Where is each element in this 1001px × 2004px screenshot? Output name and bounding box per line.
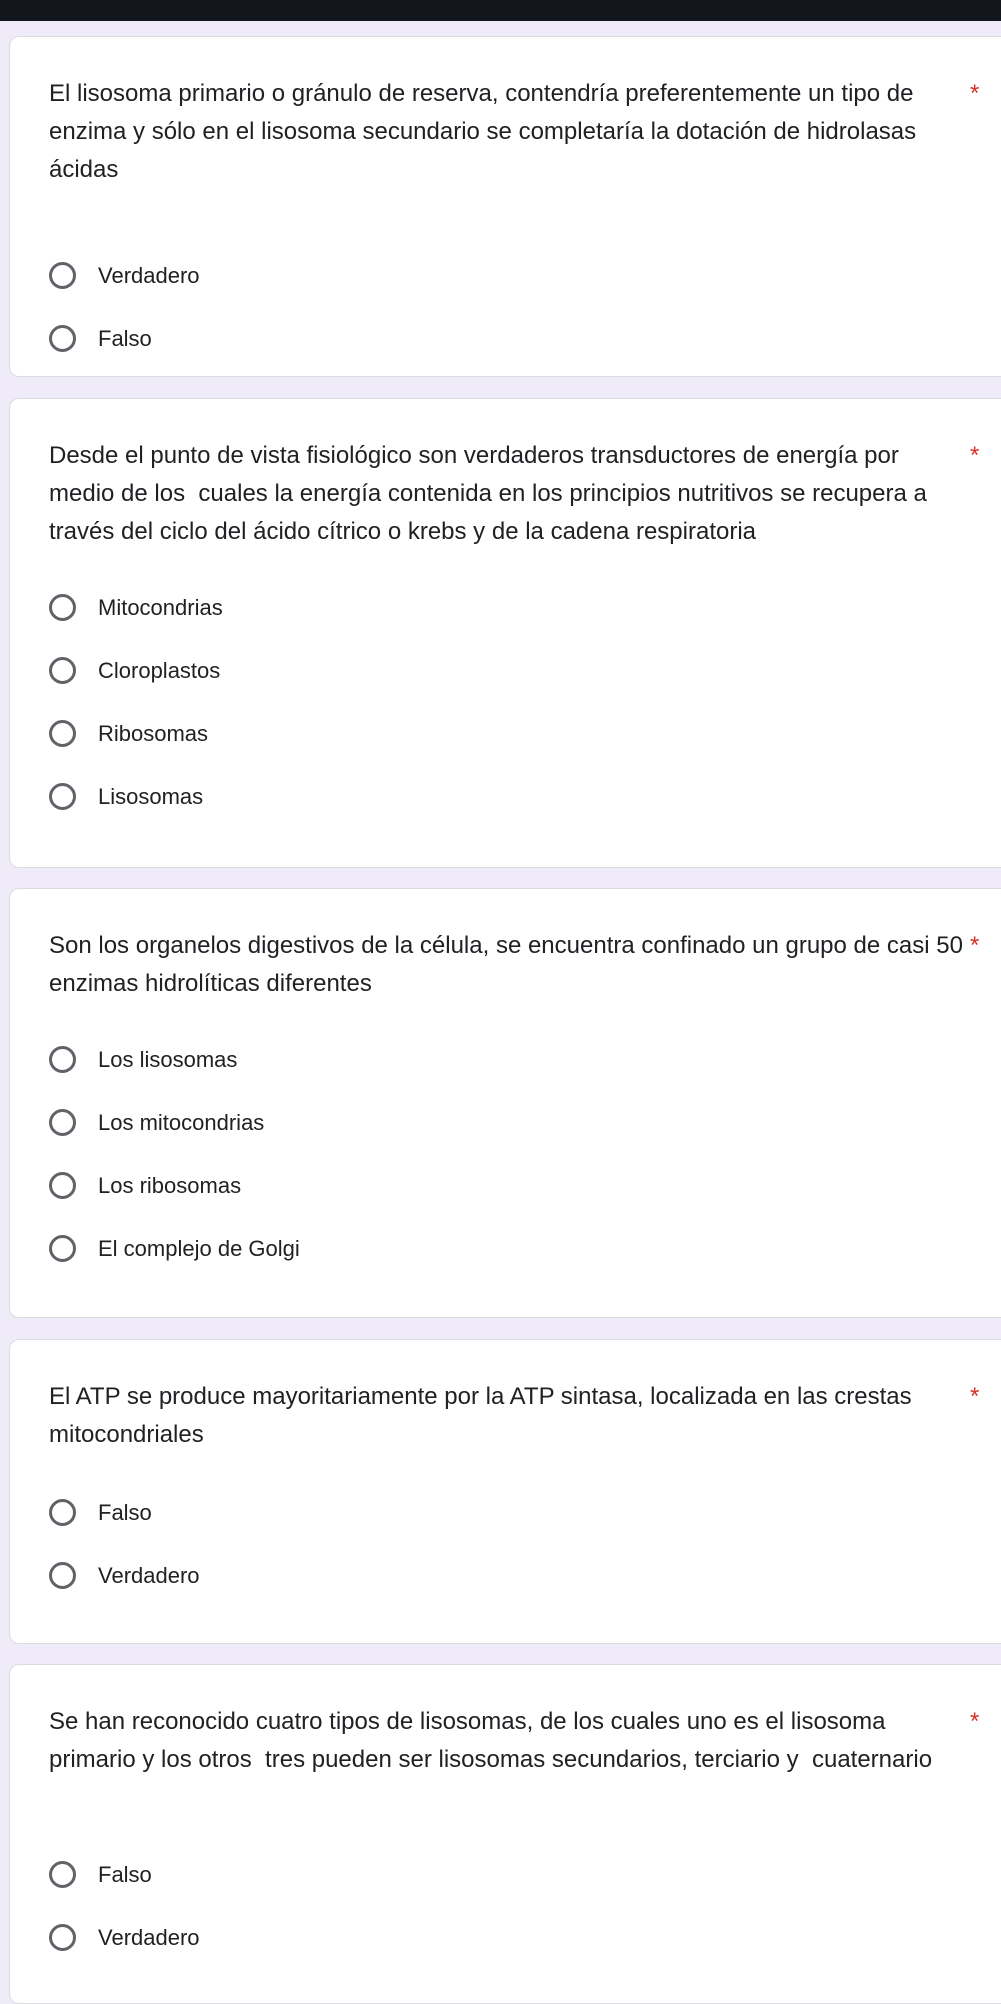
radio-option[interactable] <box>49 244 200 307</box>
radio-option[interactable] <box>49 1091 300 1154</box>
radio-circle-icon[interactable] <box>49 262 76 289</box>
radio-option[interactable] <box>49 702 223 765</box>
required-asterisk: * <box>970 442 980 469</box>
radio-option[interactable] <box>49 1481 200 1544</box>
radio-option[interactable] <box>49 1154 300 1217</box>
radio-circle-icon[interactable] <box>49 1861 76 1888</box>
option-label: Los ribosomas <box>98 1172 242 1198</box>
option-label: Falso <box>98 325 152 351</box>
question-text: El lisosoma primario o gránulo de reserva, contendría preferentemente un tipo de enzima y sólo en el lisosoma secundario se completaría la dotación de hidrolasas ácidas <box>49 80 923 183</box>
option-label: Verdadero <box>98 1924 200 1950</box>
question-text: El ATP se produce mayoritariamente por la ATP sintasa, localizada en las crestas mitocondriales <box>49 1383 919 1448</box>
radio-option[interactable] <box>49 1217 300 1280</box>
question-card <box>9 888 1001 1318</box>
option-label: El complejo de Golgi <box>98 1235 300 1261</box>
radio-circle-icon[interactable] <box>49 1109 76 1136</box>
option-label: Verdadero <box>98 262 200 288</box>
radio-circle-icon[interactable] <box>49 1499 76 1526</box>
radio-group <box>49 576 223 828</box>
question-card <box>9 1339 1001 1644</box>
radio-circle-icon[interactable] <box>49 594 76 621</box>
option-label: Falso <box>98 1499 152 1525</box>
radio-option[interactable] <box>49 1843 200 1906</box>
radio-option[interactable] <box>49 576 223 639</box>
option-label: Mitocondrias <box>98 594 223 620</box>
required-asterisk: * <box>970 80 980 107</box>
radio-circle-icon[interactable] <box>49 1235 76 1262</box>
radio-option[interactable] <box>49 1906 200 1969</box>
option-label: Ribosomas <box>98 720 209 746</box>
radio-option[interactable] <box>49 307 200 370</box>
radio-circle-icon[interactable] <box>49 325 76 352</box>
option-label: Los lisosomas <box>98 1046 238 1072</box>
option-label: Lisosomas <box>98 783 204 809</box>
top-bar <box>0 0 1001 21</box>
required-asterisk: * <box>970 1383 980 1410</box>
radio-group <box>49 244 200 370</box>
question-card <box>9 398 1001 868</box>
radio-option[interactable] <box>49 639 223 702</box>
question-text: Son los organelos digestivos de la célula, se encuentra confinado un grupo de casi 50 enzimas hidrolíticas diferentes <box>49 932 970 997</box>
radio-circle-icon[interactable] <box>49 720 76 747</box>
required-asterisk: * <box>970 932 980 959</box>
radio-group <box>49 1028 300 1280</box>
radio-option[interactable] <box>49 1028 300 1091</box>
option-label: Falso <box>98 1861 152 1887</box>
radio-option[interactable] <box>49 1544 200 1607</box>
radio-circle-icon[interactable] <box>49 1562 76 1589</box>
option-label: Verdadero <box>98 1562 200 1588</box>
question-text: Desde el punto de vista fisiológico son verdaderos transductores de energía por medio de los cuales la energía contenida en los principios nutritivos se recupera a través del ciclo del ácido cítrico o krebs y de la cadena respiratoria <box>49 442 934 545</box>
radio-circle-icon[interactable] <box>49 1172 76 1199</box>
radio-option[interactable] <box>49 765 223 828</box>
radio-circle-icon[interactable] <box>49 1046 76 1073</box>
radio-circle-icon[interactable] <box>49 1924 76 1951</box>
question-card <box>9 1664 1001 2004</box>
radio-circle-icon[interactable] <box>49 783 76 810</box>
question-text: Se han reconocido cuatro tipos de lisosomas, de los cuales uno es el lisosoma primario y los otros tres pueden ser lisosomas secundarios, terciario y cuaternario <box>49 1708 933 1773</box>
question-card <box>9 36 1001 377</box>
radio-group <box>49 1843 200 1969</box>
option-label: Cloroplastos <box>98 657 221 683</box>
option-label: Los mitocondrias <box>98 1109 265 1135</box>
radio-circle-icon[interactable] <box>49 657 76 684</box>
radio-group <box>49 1481 200 1607</box>
required-asterisk: * <box>970 1708 980 1735</box>
